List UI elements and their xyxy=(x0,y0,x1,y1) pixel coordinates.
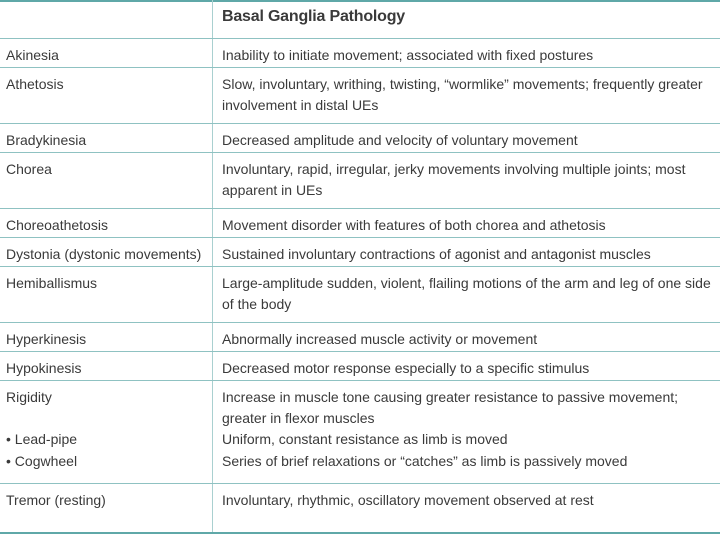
table-row xyxy=(0,266,720,322)
table-row xyxy=(0,322,720,351)
definition-cell: Slow, involuntary, writhing, twisting, “wormlike” movements; frequently greater involvement in distal UEs xyxy=(222,76,703,113)
term-cell: Tremor (resting) xyxy=(6,492,106,508)
term-cell: Athetosis xyxy=(6,76,64,92)
definition-cell: Involuntary, rhythmic, oscillatory movement observed at rest xyxy=(222,492,594,508)
subterm-cell: • Lead-pipe xyxy=(6,431,78,447)
definition-cell: Sustained involuntary contractions of agonist and antagonist muscles xyxy=(222,246,651,262)
definition-cell: Involuntary, rapid, irregular, jerky movements involving multiple joints; most apparent in UEs xyxy=(222,161,686,198)
term-cell: Rigidity xyxy=(6,389,52,405)
table-row xyxy=(0,123,720,152)
definition-cell: Increase in muscle tone causing greater resistance to passive movement; greater in flexor muscles xyxy=(222,389,679,426)
bottom-border xyxy=(0,532,720,534)
subdefinition-cell: Series of brief relaxations or “catches” as limb is passively moved xyxy=(222,453,628,469)
table-title: Basal Ganglia Pathology xyxy=(222,8,406,25)
term-cell: Akinesia xyxy=(6,47,59,63)
top-border xyxy=(0,0,720,2)
table-row xyxy=(0,351,720,380)
table-row xyxy=(0,483,720,512)
table-body xyxy=(0,38,720,512)
term-cell: Dystonia (dystonic movements) xyxy=(6,246,202,262)
definition-cell: Decreased amplitude and velocity of voluntary movement xyxy=(222,132,578,148)
term-cell: Hemiballismus xyxy=(6,275,98,291)
table-row xyxy=(0,208,720,237)
term-cell: Hyperkinesis xyxy=(6,331,87,347)
definition-cell: Large-amplitude sudden, violent, flailing motions of the arm and leg of one side of the body xyxy=(222,275,711,312)
definition-cell: Inability to initiate movement; associated with fixed postures xyxy=(222,47,594,63)
table-row xyxy=(0,67,720,123)
term-cell: Hypokinesis xyxy=(6,360,82,376)
term-cell: Choreoathetosis xyxy=(6,217,108,233)
definition-cell: Abnormally increased muscle activity or movement xyxy=(222,331,538,347)
term-cell: Chorea xyxy=(6,161,52,177)
table-row xyxy=(0,237,720,266)
table-row xyxy=(0,380,720,483)
table-row xyxy=(0,152,720,208)
definition-cell: Movement disorder with features of both chorea and athetosis xyxy=(222,217,606,233)
definition-cell: Decreased motor response especially to a specific stimulus xyxy=(222,360,590,376)
subdefinition-cell: Uniform, constant resistance as limb is moved xyxy=(222,431,508,447)
term-cell: Bradykinesia xyxy=(6,132,87,148)
subterm-cell: • Cogwheel xyxy=(6,453,78,469)
table-row xyxy=(0,38,720,67)
